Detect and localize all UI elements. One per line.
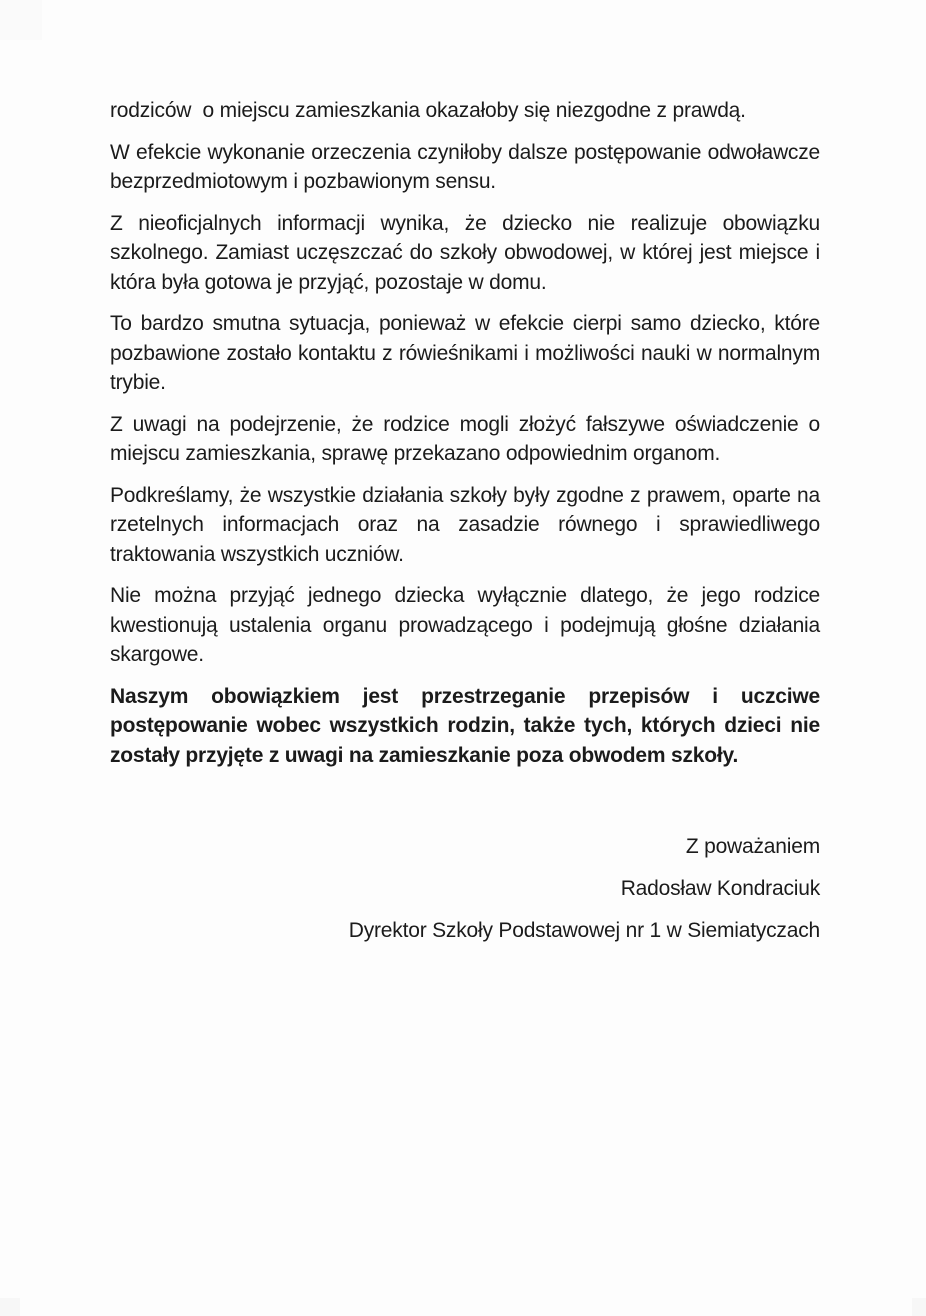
closing: Z poważaniem — [685, 835, 820, 858]
paragraph: W efekcie wykonanie orzeczenia czyniłoby dalsze postępowanie odwoławcze bezprzedmiotowym i pozbawionym sensu. — [110, 140, 820, 193]
scan-corner-artifact — [0, 1298, 20, 1316]
paragraph: To bardzo smutna sytuacja, ponieważ w efekcie cierpi samo dziecko, które pozbawione zostało kontaktu z rówieśnikami i możliwości nauki w normalnym trybie. — [110, 312, 820, 394]
scan-corner-artifact — [0, 0, 42, 40]
paragraph: Naszym obowiązkiem jest przestrzeganie przepisów i uczciwe postępowanie wobec wszystkich rodzin, także tych, których dzieci nie zostały przyjęte z uwagi na zamieszkanie poza obwodem szkoły. — [110, 684, 820, 767]
scan-corner-artifact — [912, 1298, 926, 1316]
paragraph: Nie można przyjąć jednego dziecka wyłącznie dlatego, że jego rodzice kwestionują ustalenia organu prowadzącego i podejmują głośne działania skargowe. — [110, 584, 820, 666]
letter-body — [110, 96, 820, 958]
signature-name: Radosław Kondraciuk — [620, 877, 820, 900]
paragraph: Z nieoficjalnych informacji wynika, że dziecko nie realizuje obowiązku szkolnego. Zamiast uczęszczać do szkoły obwodowej, w której jest miejsce i która była gotowa je przyjąć, pozostaje w domu. — [110, 211, 820, 294]
signature-title: Dyrektor Szkoły Podstawowej nr 1 w Siemiatyczach — [348, 919, 820, 942]
paragraph: Podkreślamy, że wszystkie działania szkoły były zgodne z prawem, oparte na rzetelnych informacjach oraz na zasadzie równego i sprawiedliwego traktowania wszystkich uczniów. — [110, 483, 820, 566]
paragraph: Z uwagi na podejrzenie, że rodzice mogli złożyć fałszywe oświadczenie o miejscu zamieszkania, sprawę przekazano odpowiednim organom. — [110, 412, 820, 465]
paragraph: rodziców o miejscu zamieszkania okazałoby się niezgodne z prawdą. — [110, 99, 746, 122]
